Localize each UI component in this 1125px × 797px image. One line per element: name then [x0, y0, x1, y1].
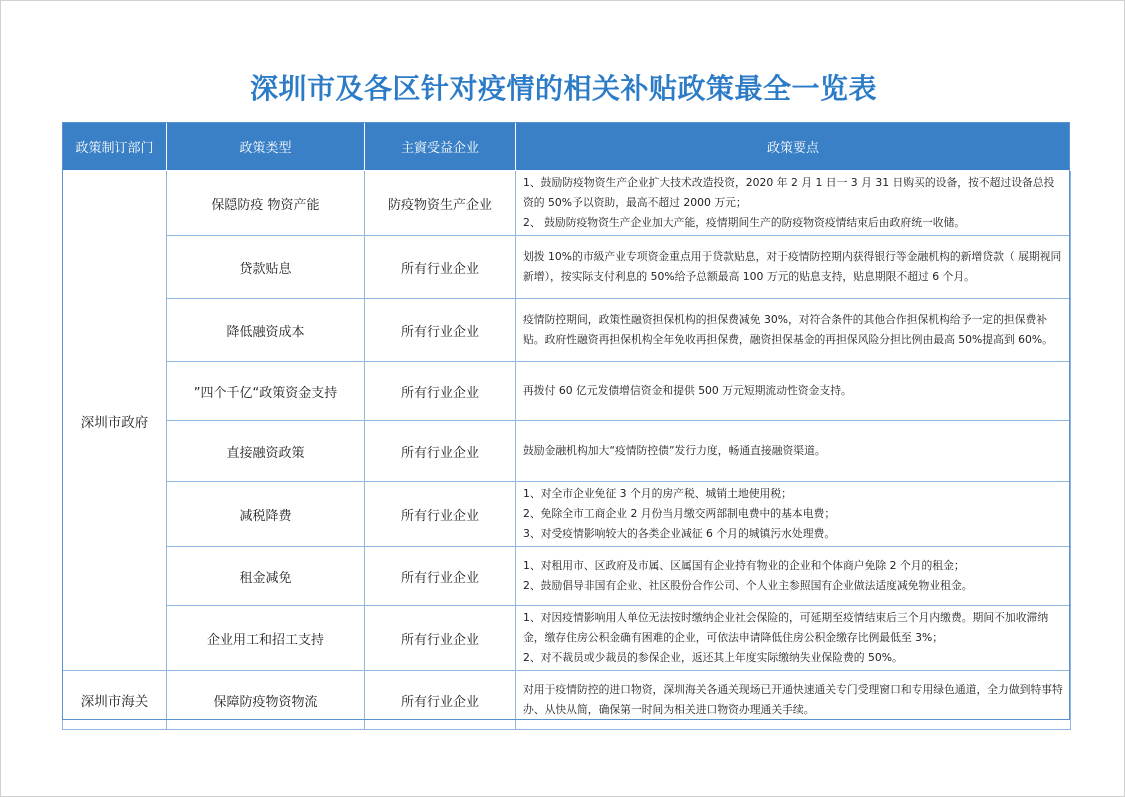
header-policy-type: 政策类型: [167, 123, 365, 171]
policy-type-cell: 贷款贴息: [167, 236, 365, 299]
policy-points-cell: [516, 236, 1071, 299]
policy-point: 2、免除全市工商企业 2 月份当月缴交两部制电费中的基本电费；: [523, 507, 836, 520]
policy-points-cell: [516, 671, 1071, 730]
policy-point: 1、对租用市、区政府及市属、区属国有企业持有物业的企业和个体商户免除 2 个月的租金；: [523, 559, 965, 572]
beneficiary-cell: 所有行业企业: [365, 547, 516, 606]
policy-point: 划拨 10%的市級产业专项资金重点用于贷款贴息，对于疫情防控期内获得银行等金融机构的新增贷款（ 展期视同新增），按实际支付利息的 50%给予总额最高 100 万元的贴息支持，贴息期限不超过 6 个月。: [523, 250, 1062, 283]
table-row: [63, 236, 1071, 299]
policy-points-cell: [516, 547, 1071, 606]
table-row: [63, 171, 1071, 236]
policy-point: 1、对因疫情影响用人单位无法按时缴纳企业社会保险的，可延期至疫情结束后三个月内缴费。期间不加收滞纳金，缴存住房公积金确有困难的企业，可依法申请降低住房公积金缴存比例最低至 3%；: [523, 611, 1049, 644]
policy-type-cell: 降低融资成本: [167, 299, 365, 362]
policy-point: 1、鼓励防疫物资生产企业扩大技术改造投资，2020 年 2 月 1 日一 3 月 31 日购买的设备，按不超过设备总投资的 50%予以资助，最高不超过 2000 万元；: [523, 176, 1055, 209]
policy-type-cell: 直接融资政策: [167, 421, 365, 482]
policy-points-cell: [516, 482, 1071, 547]
table-row: [63, 421, 1071, 482]
policy-type-cell: 保隠防疫 物资产能: [167, 171, 365, 236]
beneficiary-cell: 所有行业企业: [365, 299, 516, 362]
header-beneficiary: 主賨受益企业: [365, 123, 516, 171]
policy-type-cell: ”四个千亿“政策资金支持: [167, 362, 365, 421]
policy-type-cell: 租金减免: [167, 547, 365, 606]
beneficiary-cell: 所有行业企业: [365, 482, 516, 547]
table-row: [63, 671, 1071, 730]
table-row: [63, 299, 1071, 362]
beneficiary-cell: 所有行业企业: [365, 606, 516, 671]
policy-type-cell: 保障防疫物资物流: [167, 671, 365, 730]
department-cell: 深圳市海关: [63, 671, 167, 730]
policy-type-cell: 减税降费: [167, 482, 365, 547]
policy-points-cell: [516, 299, 1071, 362]
policy-points-cell: [516, 362, 1071, 421]
policy-point: 1、对全市企业免征 3 个月的房产税、城销土地使用税；: [523, 487, 792, 500]
policy-points-cell: [516, 421, 1071, 482]
header-policy-points: 政策要点: [516, 123, 1071, 171]
header-department: 政策制订部门: [63, 123, 167, 171]
policy-point: 疫情防控期间，政策性融资担保机构的担保费减免 30%，对符合条件的其他合作担保机构给予一定的担保费补贴。政府性融资再担保机构全年免收再担保费，融资担保基金的再担保风险分担比例由最高 50%提高到 60%。: [523, 313, 1053, 346]
table-row: [63, 482, 1071, 547]
policy-type-cell: 企业用工和招工支持: [167, 606, 365, 671]
policy-point: 鼓励金融机构加大“疫情防控债”发行力度，畅通直接融资渠道。: [523, 444, 826, 457]
beneficiary-cell: 防疫物资生产企业: [365, 171, 516, 236]
policy-points-cell: [516, 171, 1071, 236]
table-row: [63, 547, 1071, 606]
policy-point: 3、对受疫情影响较大的各类企业减征 6 个月的城镇污水处理费。: [523, 527, 836, 540]
policy-points-cell: [516, 606, 1071, 671]
policy-point: 2、鼓励倡导非国有企业、社区股份合作公司、个人业主参照国有企业做法适度减免物业租金。: [523, 579, 973, 592]
policy-point: 2、对不裁员或少裁员的参保企业，返还其上年度实际缴纳失业保险费的 50%。: [523, 651, 903, 664]
policy-point: 2、 鼓励防疫物资生产企业加大产能，疫情期间生产的防疫物资疫情结束后由政府统一收储。: [523, 216, 966, 229]
table-row: [63, 362, 1071, 421]
policy-table: [62, 122, 1071, 730]
page-title: 深圳市及各区针对疫情的相关补贴政策最全一览表: [249, 72, 877, 105]
beneficiary-cell: 所有行业企业: [365, 236, 516, 299]
table-header-row: [63, 123, 1071, 171]
beneficiary-cell: 所有行业企业: [365, 421, 516, 482]
beneficiary-cell: 所有行业企业: [365, 362, 516, 421]
beneficiary-cell: 所有行业企业: [365, 671, 516, 730]
policy-point: 对用于疫情防控的进口物资，深圳海关各通关现场已开通快速通关专门受理窗口和专用绿色通道，全力做到特事特办、从快从简，确保第一时间为相关进口物资办理通关手续。: [523, 683, 1063, 716]
table-row: [63, 606, 1071, 671]
department-cell: 深圳市政府: [63, 171, 167, 671]
policy-point: 再拨付 60 亿元发债增信资金和提供 500 万元短期流动性资金支持。: [523, 384, 852, 397]
